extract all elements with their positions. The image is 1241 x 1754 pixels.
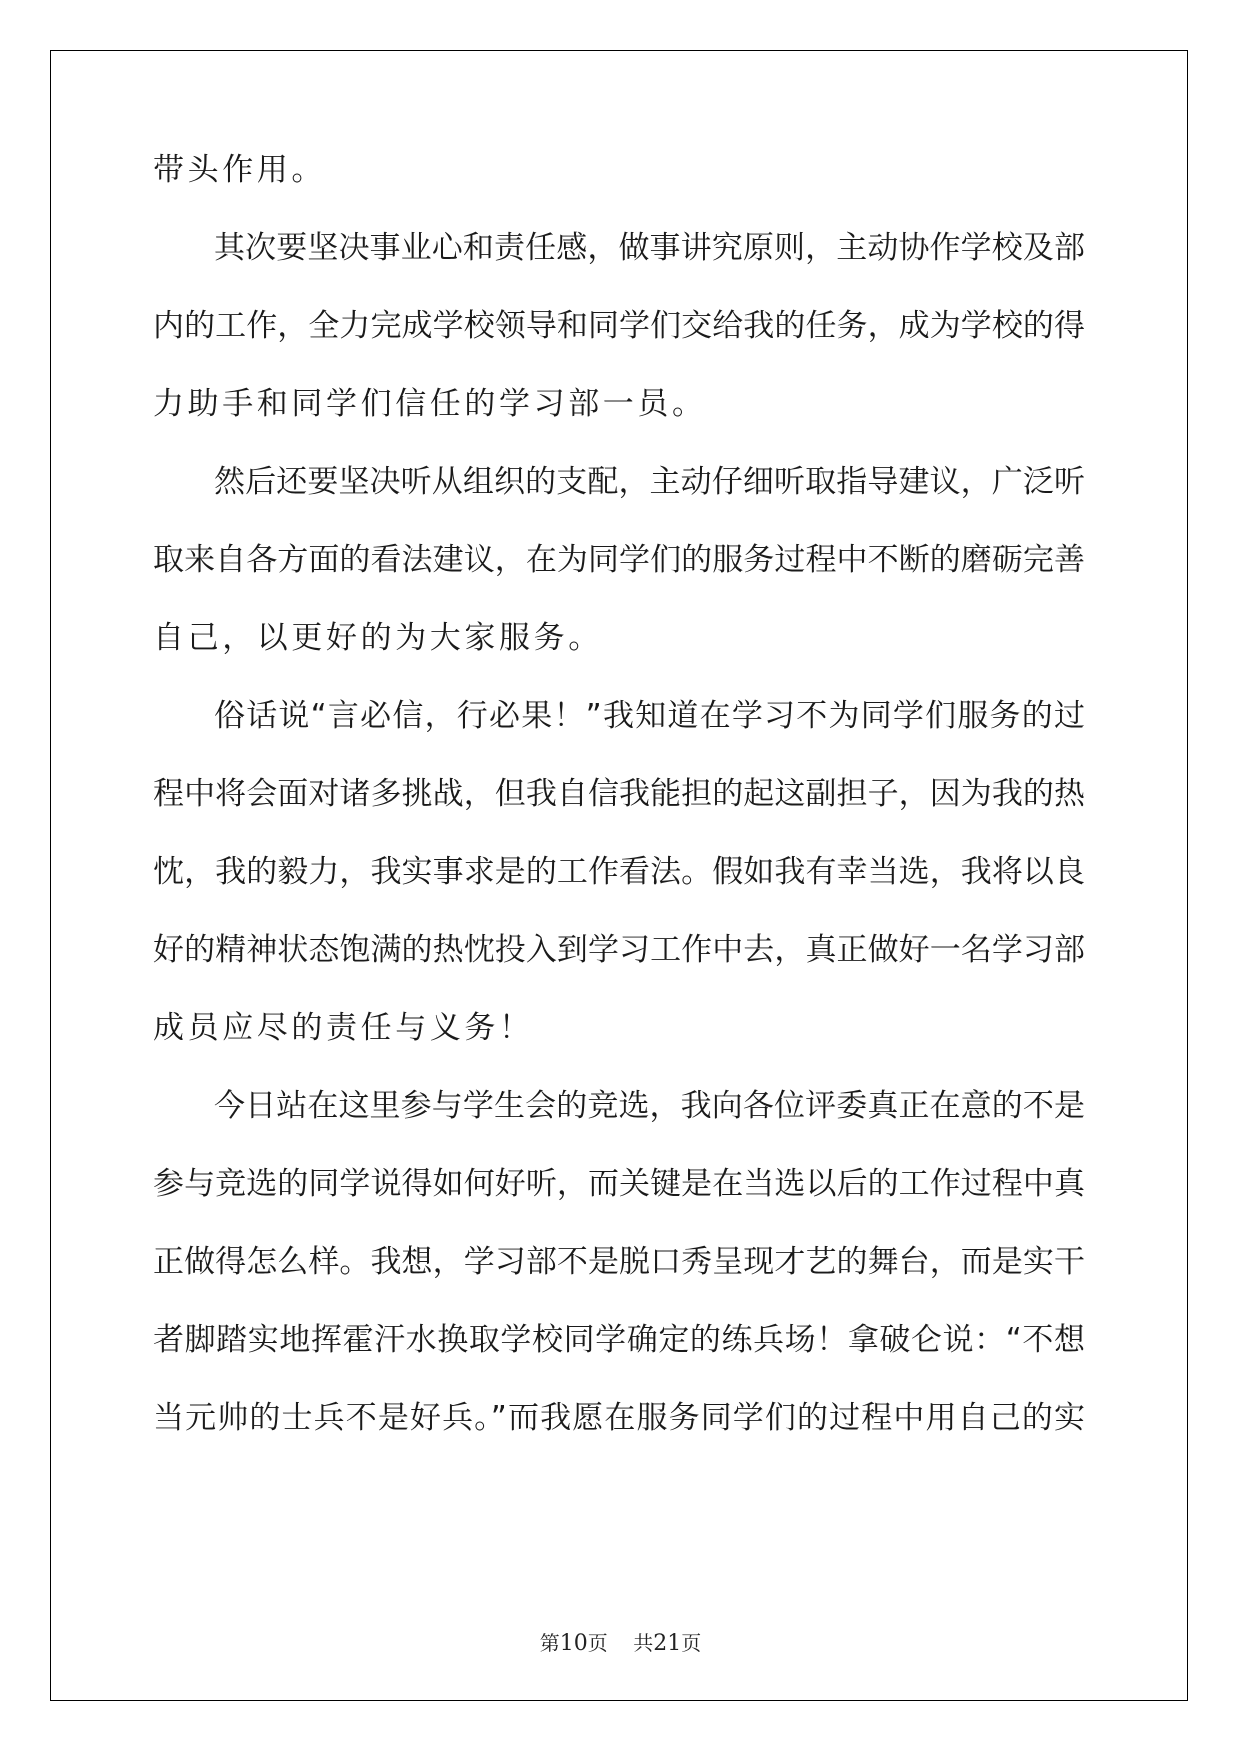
text-line-1: 带头作用。 <box>153 152 326 188</box>
text-line-2: 其次要坚决事业心和责任感，做事讲究原则，主动协作学校及部 <box>214 230 1085 266</box>
text-line-15: 正做得怎么样。我想，学习部不是脱口秀呈现才艺的舞台，而是实干 <box>153 1244 1085 1280</box>
text-line-11: 好的精神状态饱满的热忱投入到学习工作中去，真正做好一名学习部 <box>153 932 1085 968</box>
text-line-7: 自己，以更好的为大家服务。 <box>153 620 603 656</box>
text-line-9: 程中将会面对诸多挑战，但我自信我能担的起这副担子，因为我的热 <box>153 776 1085 812</box>
footer-current-page: 10 <box>559 1631 588 1656</box>
text-line-4: 力助手和同学们信任的学习部一员。 <box>153 386 707 422</box>
text-line-16: 者脚踏实地挥霍汗水换取学校同学确定的练兵场！拿破仑说：“不想 <box>153 1322 1085 1358</box>
text-line-3: 内的工作，全力完成学校领导和同学们交给我的任务，成为学校的得 <box>153 308 1085 344</box>
text-line-5: 然后还要坚决听从组织的支配，主动仔细听取指导建议，广泛听 <box>214 464 1085 500</box>
text-line-14: 参与竞选的同学说得如何好听，而关键是在当选以后的工作过程中真 <box>153 1166 1085 1202</box>
text-line-10: 忱，我的毅力，我实事求是的工作看法。假如我有幸当选，我将以良 <box>153 854 1085 890</box>
footer-prefix: 第 <box>539 1631 560 1655</box>
footer-total-prefix: 共 <box>633 1631 654 1655</box>
text-line-13: 今日站在这里参与学生会的竞选，我向各位评委真正在意的不是 <box>214 1088 1085 1124</box>
footer-total-pages: 21 <box>653 1631 682 1656</box>
footer-total-suffix: 页 <box>681 1631 702 1655</box>
page-footer <box>0 1630 1241 1657</box>
text-line-17: 当元帅的士兵不是好兵。”而我愿在服务同学们的过程中用自己的实 <box>153 1400 1085 1436</box>
text-line-8: 俗话说“言必信，行必果！”我知道在学习不为同学们服务的过 <box>214 698 1085 734</box>
footer-page-word: 页 <box>587 1631 608 1655</box>
text-line-6: 取来自各方面的看法建议，在为同学们的服务过程中不断的磨砺完善 <box>153 542 1085 578</box>
text-line-12: 成员应尽的责任与义务！ <box>153 1010 534 1046</box>
